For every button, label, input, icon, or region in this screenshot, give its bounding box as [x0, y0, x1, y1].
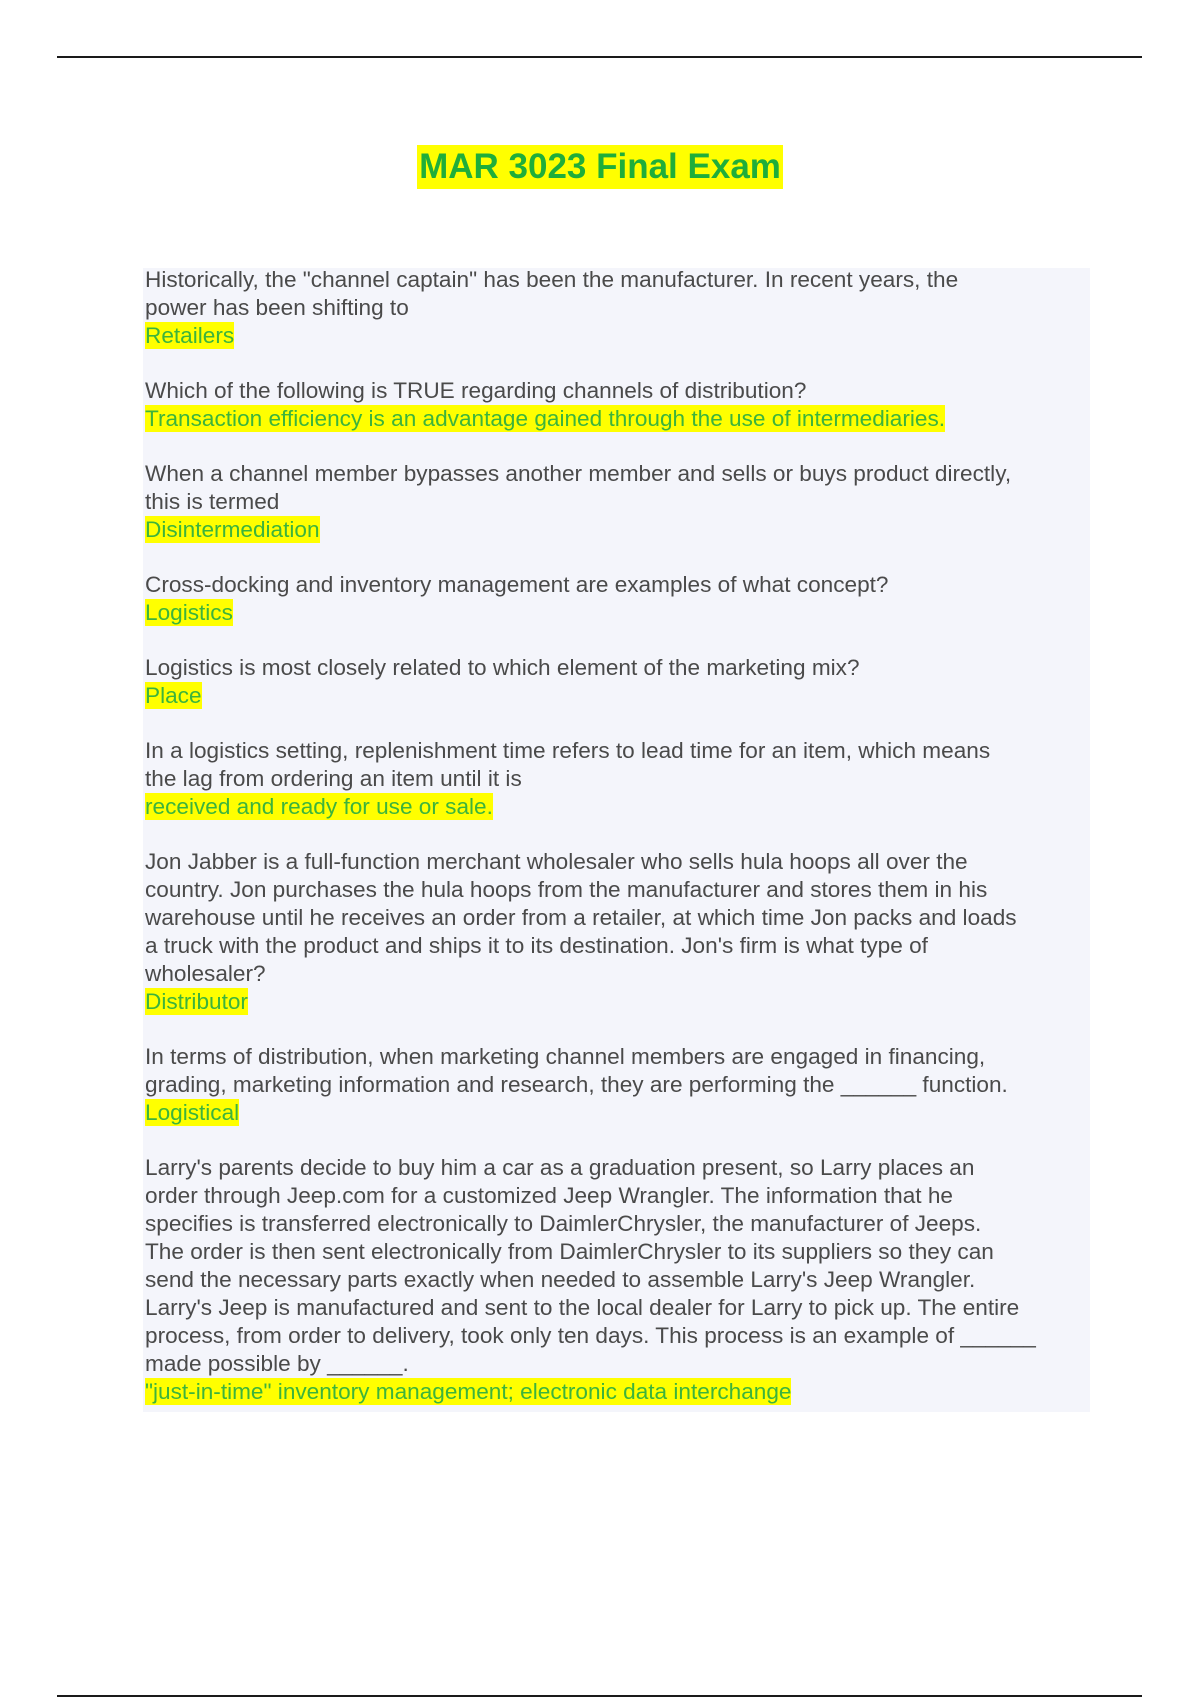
question-text: Logistics is most closely related to which element of the marketing mix?: [145, 655, 860, 680]
answer-text: Retailers: [145, 323, 235, 348]
document-title: MAR 3023 Final Exam: [417, 145, 783, 189]
answer-text: Logistical: [145, 1100, 240, 1125]
question-text: When a channel member bypasses another member and sells or buys product directly, this is termed: [145, 461, 1012, 514]
qa-item: [145, 571, 1090, 626]
question-text: Historically, the "channel captain" has been the manufacturer. In recent years, the power has been shifting to: [145, 267, 959, 320]
qa-item: [145, 737, 1090, 820]
qa-item: [145, 377, 1090, 432]
question-answer-list: [145, 266, 1090, 1433]
answer-text: Disintermediation: [145, 517, 320, 542]
answer-text: Logistics: [145, 600, 233, 625]
bottom-divider: [57, 1695, 1142, 1697]
question-text: Jon Jabber is a full-function merchant wholesaler who sells hula hoops all over the country. Jon purchases the hula hoops from the manufacturer and stores them in his warehouse until he receives an order from a retailer, at which time Jon packs and loads a truck with the product and ships it to its destination. Jon's firm is what type of wholesaler?: [145, 849, 1017, 986]
answer-text: Place: [145, 683, 202, 708]
question-text: In terms of distribution, when marketing channel members are engaged in financing, grading, marketing information and research, they are performing the ______ function.: [145, 1044, 1008, 1097]
top-divider: [57, 56, 1142, 58]
question-text: Larry's parents decide to buy him a car as a graduation present, so Larry places an order through Jeep.com for a customized Jeep Wrangler. The information that he specifies is transferred electronically to DaimlerChrysler, the manufacturer of Jeeps. The order is then sent electronically from DaimlerChrysler to its suppliers so they can send the necessary parts exactly when needed to assemble Larry's Jeep Wrangler. Larry's Jeep is manufactured and sent to the local dealer for Larry to pick up. The entire process, from order to delivery, took only ten days. This process is an example of ______ made possible by ______.: [145, 1155, 1036, 1376]
qa-item: [145, 266, 1090, 349]
qa-item: [145, 848, 1090, 1015]
answer-text: Distributor: [145, 989, 248, 1014]
question-text: Cross-docking and inventory management are examples of what concept?: [145, 572, 889, 597]
answer-text: "just-in-time" inventory management; electronic data interchange: [145, 1379, 792, 1404]
question-text: In a logistics setting, replenishment time refers to lead time for an item, which means the lag from ordering an item until it is: [145, 738, 991, 791]
qa-item: [145, 1043, 1090, 1126]
qa-item: [145, 1154, 1090, 1405]
question-text: Which of the following is TRUE regarding channels of distribution?: [145, 378, 807, 403]
qa-item: [145, 654, 1090, 709]
qa-item: [145, 460, 1090, 543]
answer-text: Transaction efficiency is an advantage gained through the use of intermediaries.: [145, 406, 946, 431]
answer-text: received and ready for use or sale.: [145, 794, 493, 819]
title-container: [0, 145, 1200, 189]
